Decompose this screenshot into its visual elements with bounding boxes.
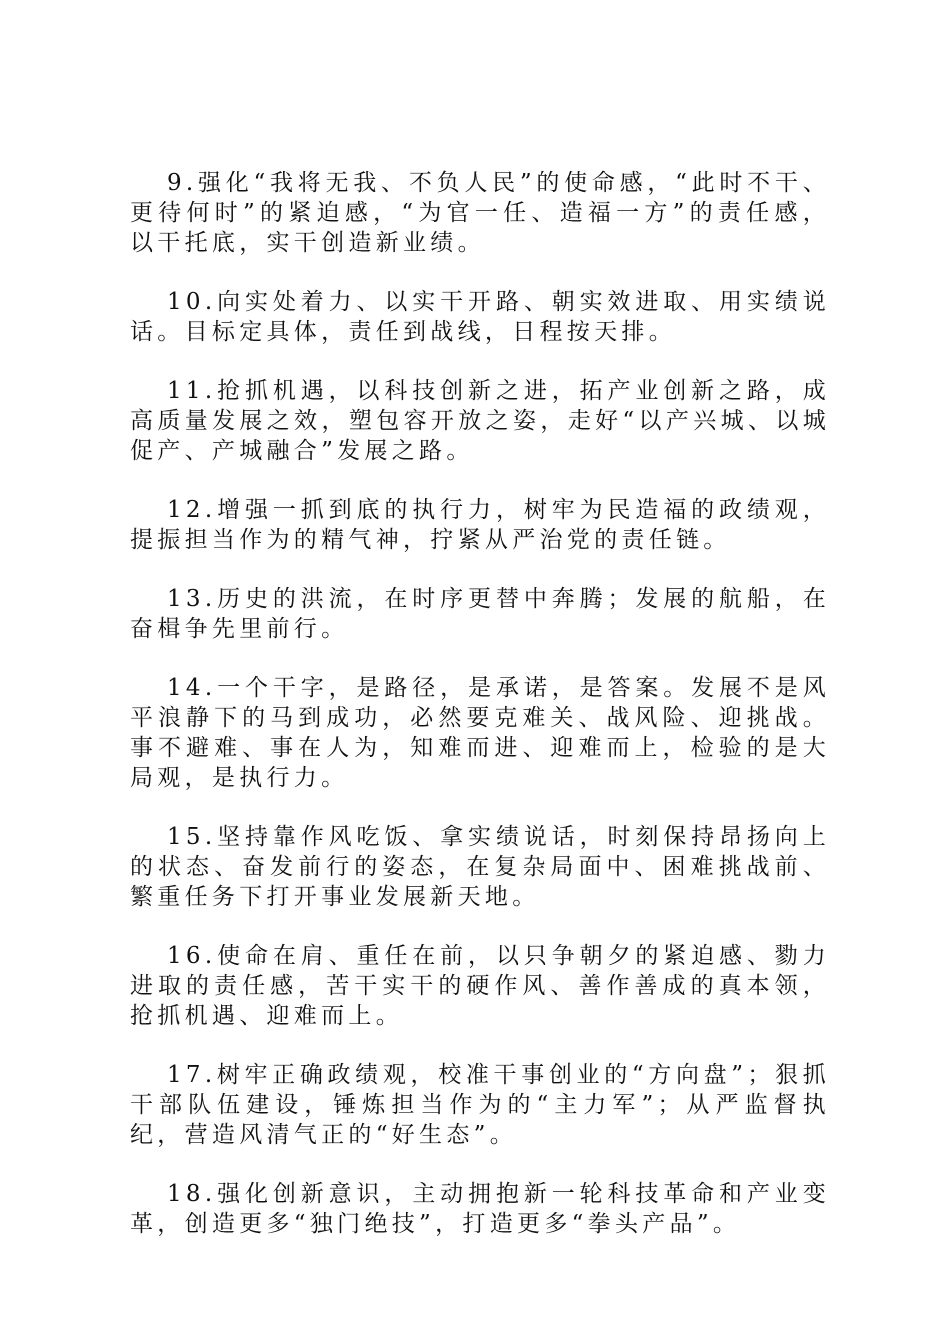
paragraph-15: 15.坚持靠作风吃饭、拿实绩说话，时刻保持昂扬向上的状态、奋发前行的姿态，在复杂局面中、困难挑战前、繁重任务下打开事业发展新天地。 bbox=[130, 824, 830, 910]
paragraph-10: 10.向实处着力、以实干开路、朝实效进取、用实绩说话。目标定具体，责任到战线，日程按天排。 bbox=[130, 289, 830, 345]
paragraph-11: 11.抢抓机遇，以科技创新之进，拓产业创新之路，成高质量发展之效，塑包容开放之姿，走好“以产兴城、以城促产、产城融合”发展之路。 bbox=[130, 378, 830, 464]
paragraph-9: 9.强化“我将无我、不负人民”的使命感，“此时不干、更待何时”的紧迫感，“为官一任、造福一方”的责任感，以干托底，实干创造新业绩。 bbox=[130, 170, 830, 256]
document-body bbox=[130, 168, 830, 1268]
paragraph-14: 14.一个干字，是路径，是承诺，是答案。发展不是风平浪静下的马到成功，必然要克难关、战风险、迎挑战。事不避难、事在人为，知难而进、迎难而上，检验的是大局观，是执行力。 bbox=[130, 675, 830, 791]
paragraph-12: 12.增强一抓到底的执行力，树牢为民造福的政绩观，提振担当作为的精气神，拧紧从严治党的责任链。 bbox=[130, 497, 830, 553]
paragraph-16: 16.使命在肩、重任在前，以只争朝夕的紧迫感、勠力进取的责任感，苦干实干的硬作风、善作善成的真本领，抢抓机遇、迎难而上。 bbox=[130, 943, 830, 1029]
paragraph-18: 18.强化创新意识，主动拥抱新一轮科技革命和产业变革，创造更多“独门绝技”，打造更多“拳头产品”。 bbox=[130, 1181, 830, 1237]
paragraph-17: 17.树牢正确政绩观，校准干事创业的“方向盘”；狠抓干部队伍建设，锤炼担当作为的“主力军”；从严监督执纪，营造风清气正的“好生态”。 bbox=[130, 1062, 830, 1148]
paragraph-13: 13.历史的洪流，在时序更替中奔腾；发展的航船，在奋楫争先里前行。 bbox=[130, 586, 830, 642]
